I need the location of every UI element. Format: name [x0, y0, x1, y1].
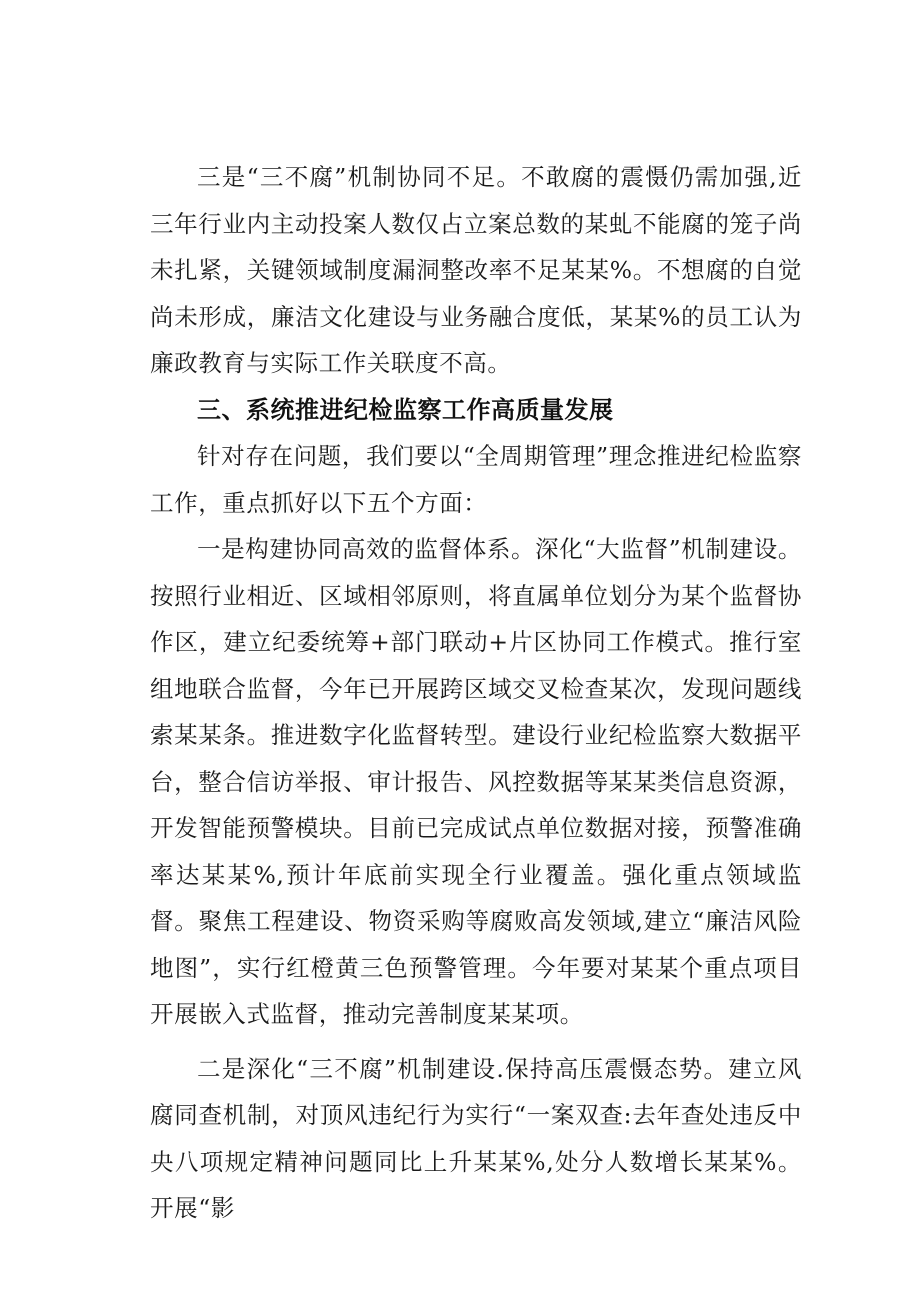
paragraph-gap [150, 1038, 802, 1046]
paragraph-intro-measures: 针对存在问题，我们要以“全周期管理”理念推进纪检监察工作，重点抓好以下五个方面： [150, 442, 802, 517]
document-body [150, 154, 802, 1232]
section-heading-three: 三、系统推进纪检监察工作高质量发展 [197, 395, 614, 424]
paragraph-measure-one: 一是构建协同高效的监督体系。深化“大监督”机制建设。按照行业相近、区域相邻原则，将直属单位划分为某个监督协作区，建立纪委统筹+部门联动+片区协同工作模式。推行室组地联合监督，今年已开展跨区域交叉检查某次，发现问题线索某某条。推进数字化监督转型。建设行业纪检监察大数据平台，整合信访举报、审计报告、风控数据等某某类信息资源，开发智能预警模块。目前已完成试点单位数据对接，预警准确率达某某%,预计年底前实现全行业覆盖。强化重点领域监督。聚焦工程建设、物资采购等腐败高发领域,建立“廉洁风险地图”，实行红橙黄三色预警管理。今年要对某某个重点项目开展嵌入式监督，推动完善制度某某项。 [150, 535, 802, 1028]
paragraph-three-no-corruption-issue: 三是“三不腐”机制协同不足。不敢腐的震慑仍需加强,近三年行业内主动投案人数仅占立案总数的某虬不能腐的笼子尚未扎紧，关键领域制度漏洞整改率不足某某%。不想腐的自觉尚未形成，廉洁文化建设与业务融合度低，某某%的员工认为廉政教育与实际工作关联度不高。 [150, 163, 802, 377]
paragraph-measure-two: 二是深化“三不腐”机制建设.保持高压震慑态势。建立风腐同查机制，对顶风违纪行为实行“一案双查:去年查处违反中央八项规定精神问题同比上升某某%,处分人数增长某某%。开展“影 [150, 1054, 802, 1222]
